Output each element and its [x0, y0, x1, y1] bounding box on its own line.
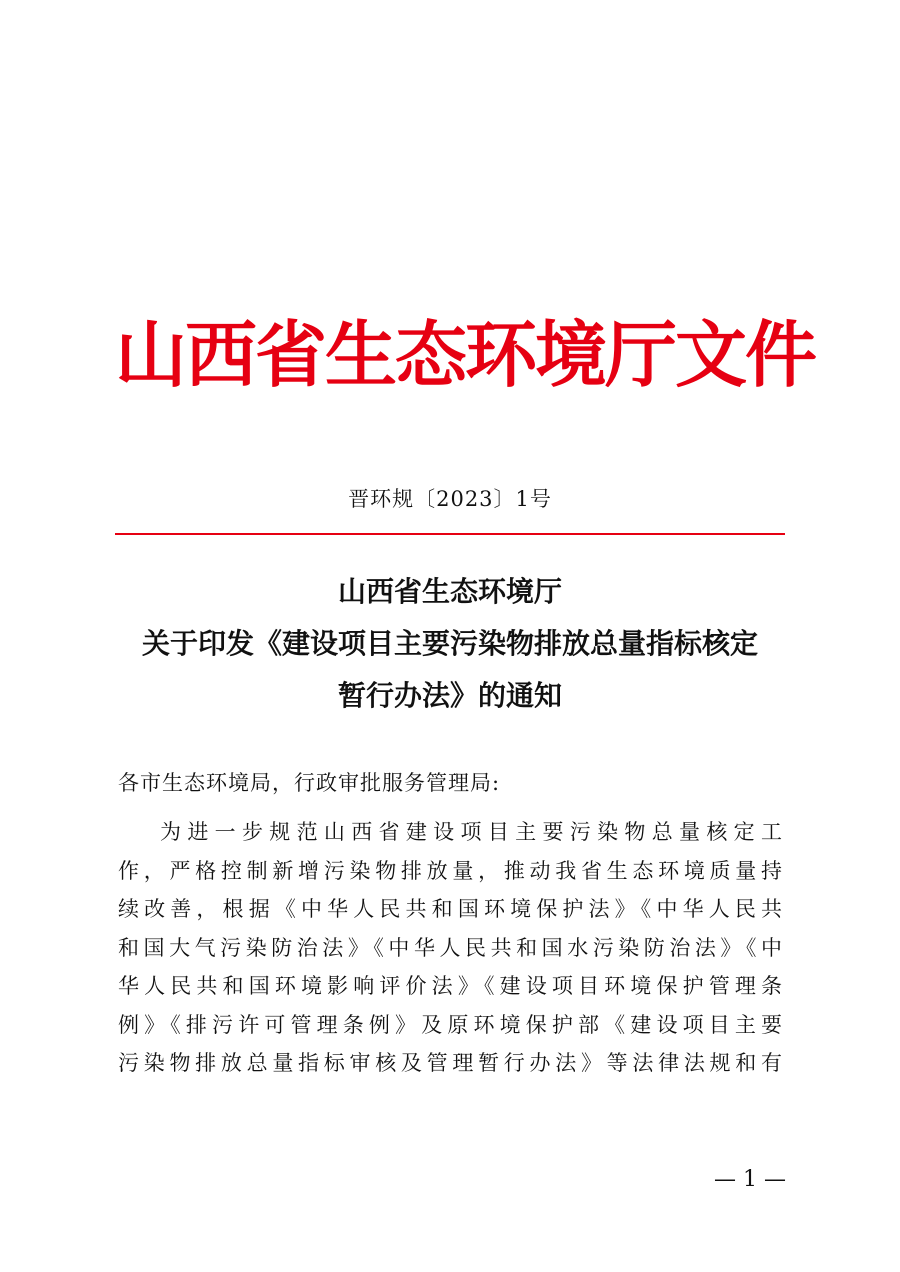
notice-title — [100, 566, 800, 722]
page-number: — 1 — — [714, 1167, 786, 1192]
notice-title-line: 山西省生态环境厅 — [337, 575, 562, 608]
document-header-title: 山西省生态环境厅文件 — [115, 312, 816, 397]
addressee-line: 各市生态环境局，行政审批服务管理局: — [118, 771, 501, 795]
notice-title-line: 关于印发《建设项目主要污染物排放总量指标核定 — [141, 627, 758, 660]
red-divider-rule — [115, 533, 785, 535]
body-line: 污染物排放总量指标审核及管理暂行办法》等法律法规和有 — [118, 1051, 782, 1075]
body-paragraph — [118, 813, 782, 1083]
notice-title-line: 暂行办法》的通知 — [337, 679, 562, 712]
body-line: 和国大气污染防治法》《中华人民共和国水污染防治法》《中 — [118, 935, 782, 960]
body-line: 华人民共和国环境影响评价法》《建设项目环境保护管理条 — [118, 974, 782, 998]
body-line: 为进一步规范山西省建设项目主要污染物总量核定工 — [160, 820, 782, 844]
document-number: 晋环规〔2023〕1号 — [348, 487, 552, 511]
body-line: 续改善，根据《中华人民共和国环境保护法》《中华人民共 — [118, 897, 782, 921]
body-line: 作，严格控制新增污染物排放量，推动我省生态环境质量持 — [118, 858, 782, 883]
body-line: 例》《排污许可管理条例》及原环境保护部《建设项目主要 — [118, 1012, 782, 1037]
